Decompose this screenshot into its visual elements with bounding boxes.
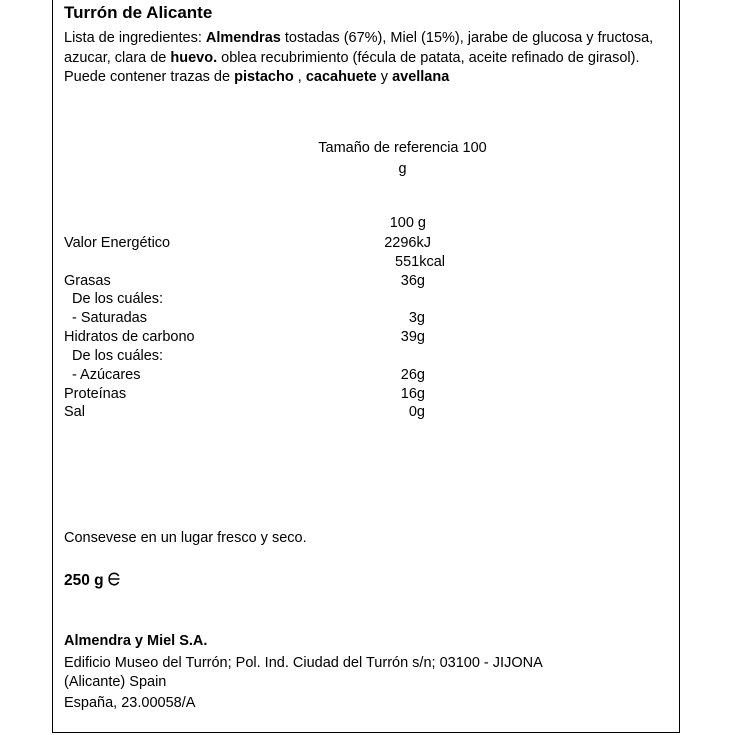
nutrition-value-protein: 16g bbox=[400, 386, 425, 402]
allergen-pistacho: pistacho bbox=[234, 69, 294, 85]
storage-instructions: Consevese en un lugar fresco y seco. bbox=[64, 530, 307, 546]
nutrition-label-fat-of-which: De los cuáles: bbox=[72, 291, 164, 307]
nutrition-label-protein: Proteínas bbox=[64, 386, 127, 402]
nutrition-label-carbs-of-which: De los cuáles: bbox=[72, 348, 164, 364]
allergen-cacahuete: cacahuete bbox=[305, 69, 377, 85]
nutrition-value-energy-kcal: 551kcal bbox=[395, 254, 445, 270]
nutrition-label-saturated: - Saturadas bbox=[72, 310, 147, 326]
nutrition-value-carbohydrates: 39g bbox=[400, 329, 425, 345]
ingredients-prefix: Lista de ingredientes: bbox=[64, 30, 206, 46]
reference-size-line2: g bbox=[398, 161, 407, 177]
company-address-line1: Edificio Museo del Turrón; Pol. Ind. Ciudad del Turrón s/n; 03100 - JIJONA bbox=[64, 655, 543, 671]
ingredients-sep-1: , bbox=[293, 69, 306, 85]
company-address-line2: (Alicante) Spain bbox=[64, 674, 167, 690]
product-title: Turrón de Alicante bbox=[64, 3, 213, 22]
nutrition-column-header: 100 g bbox=[389, 215, 426, 231]
nutrition-label-salt: Sal bbox=[64, 404, 85, 420]
estimated-sign-icon bbox=[106, 571, 122, 592]
ingredients-text-2: oblea recubrimiento (fécula de patata, aceite refinado de girasol). Puede contener trazas de bbox=[64, 49, 640, 85]
nutrition-value-fat: 36g bbox=[400, 273, 425, 289]
nutrition-value-salt: 0g bbox=[408, 404, 425, 420]
company-registry: España, 23.00058/A bbox=[64, 695, 196, 711]
reference-size-line1: Tamaño de referencia 100 bbox=[318, 140, 487, 156]
nutrition-label-sugars: - Azúcares bbox=[72, 367, 141, 383]
nutrition-value-sugars: 26g bbox=[400, 367, 425, 383]
ingredients-list bbox=[64, 29, 674, 88]
company-name: Almendra y Miel S.A. bbox=[64, 633, 208, 649]
allergen-huevo: huevo. bbox=[170, 49, 218, 66]
ingredients-sep-2: y bbox=[376, 69, 393, 85]
nutrition-value-saturated: 3g bbox=[408, 310, 425, 326]
nutrition-label-energy: Valor Energético bbox=[64, 235, 171, 251]
nutrition-label-carbohydrates: Hidratos de carbono bbox=[64, 329, 195, 345]
net-weight bbox=[64, 571, 122, 592]
allergen-avellana: avellana bbox=[392, 69, 450, 85]
nutrition-value-energy-kj: 2296kJ bbox=[384, 235, 431, 251]
ingredients-text-1: tostadas (67%), Miel (15%), jarabe de glucosa y fructosa, azucar, clara de bbox=[64, 30, 654, 66]
net-weight-value: 250 g bbox=[64, 572, 104, 589]
nutrition-label-fat: Grasas bbox=[64, 273, 111, 289]
allergen-almendras: Almendras bbox=[205, 30, 281, 46]
